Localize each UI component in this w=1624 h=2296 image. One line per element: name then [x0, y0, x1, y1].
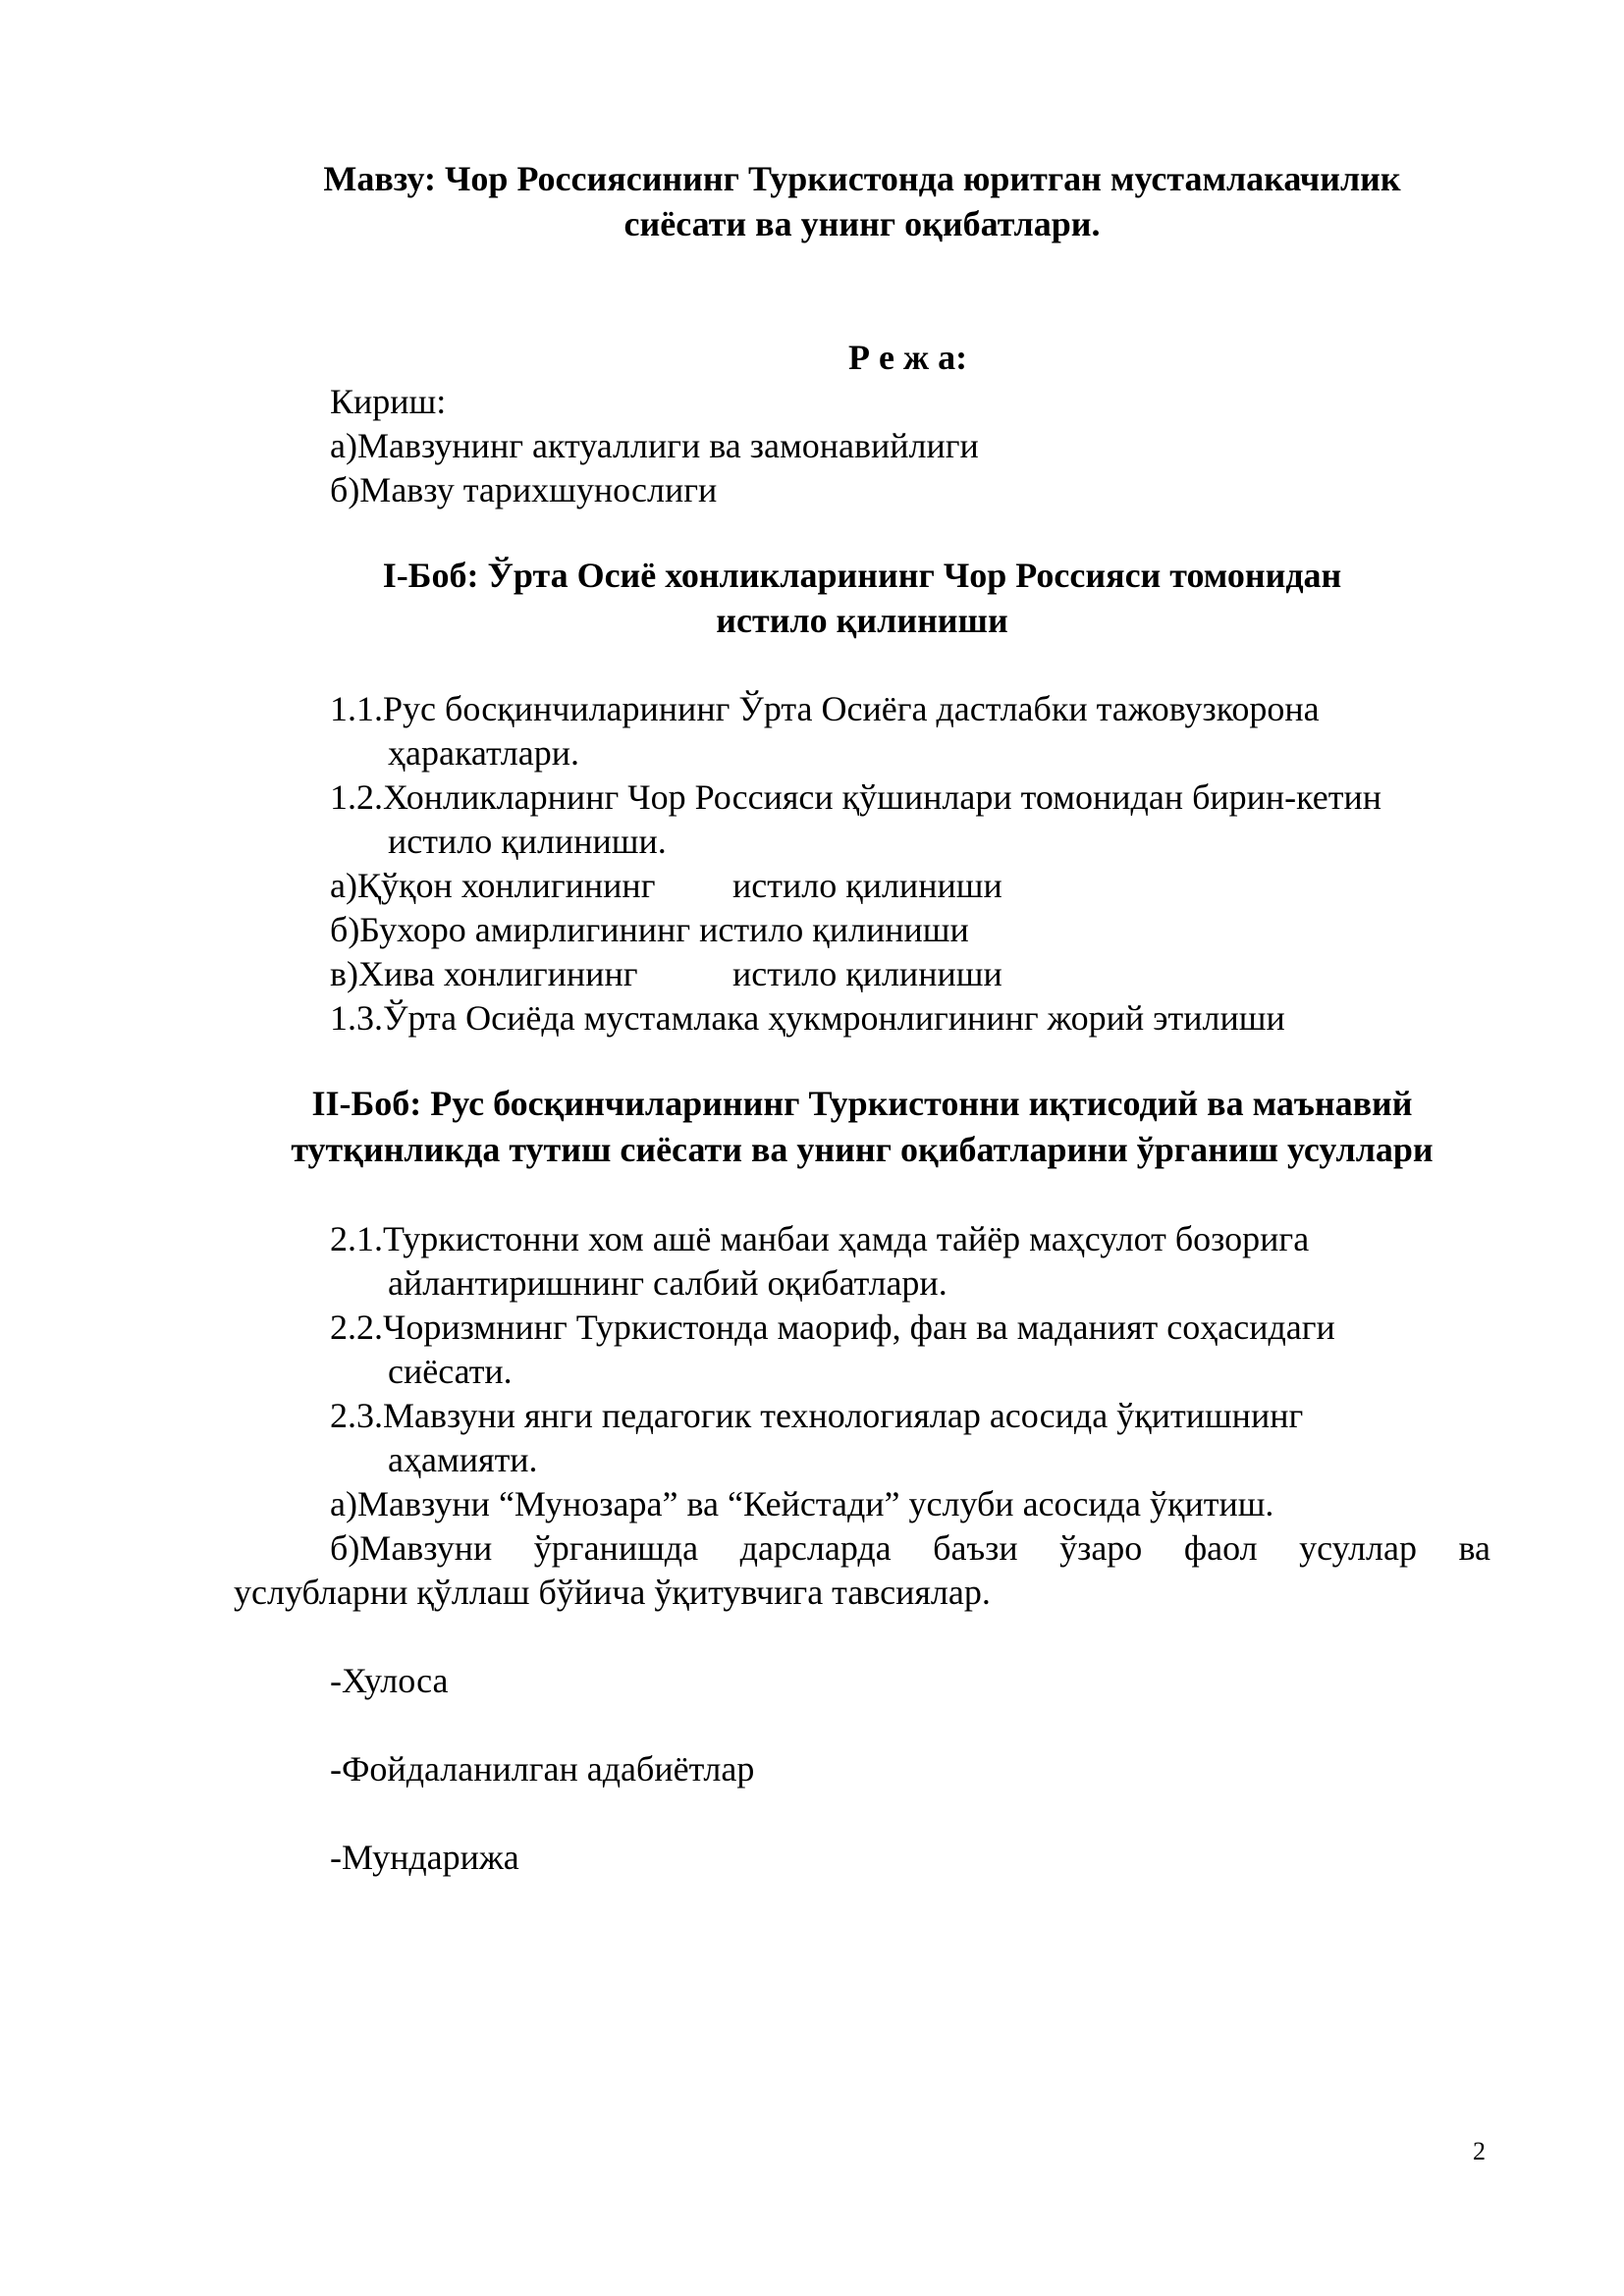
chapter-1-item-a: а)Қўқон хонлигининг	[330, 866, 656, 905]
chapter-2-item-2-3: 2.3.Мавзуни янги педагогик технологиялар асосида ўқитишнинг	[330, 1396, 1304, 1435]
chapter-1-item-1-1-cont: ҳаракатлари.	[388, 733, 579, 773]
chapter-1-item-1-3: 1.3.Ўрта Осиёда мустамлака ҳукмронлигининг жорий этилиши	[330, 998, 1285, 1038]
title-line-2: сиёсати ва унинг оқибатлари.	[623, 204, 1101, 243]
chapter-1-item-v: в)Хива хонлигининг	[330, 954, 638, 993]
chapter-1-item-b: б)Бухоро амирлигининг истило қилиниши	[330, 910, 969, 949]
intro-item-b: б)Мавзу тарихшунослиги	[330, 470, 718, 509]
chapter-2-item-b-cont: услубларни қўллаш бўйича ўқитувчига тавсиялар.	[234, 1573, 991, 1612]
chapter-1-item-a-suffix: истило қилиниши	[732, 866, 1002, 905]
chapter-2-item-2-3-cont: аҳамияти.	[388, 1440, 538, 1479]
chapter-2-item-2-2-cont: сиёсати.	[388, 1352, 513, 1391]
plan-heading: Р е ж а:	[848, 338, 968, 377]
chapter-1-item-v-suffix: истило қилиниши	[732, 954, 1002, 993]
closing-conclusion: -Хулоса	[330, 1661, 449, 1700]
chapter-2-item-2-2: 2.2.Чоризмнинг Туркистонда маориф, фан ва маданият соҳасидаги	[330, 1308, 1335, 1347]
intro-label: Кириш:	[330, 382, 447, 421]
chapter-2-item-b: б)Мавзуни ўрганишда дарсларда баъзи ўзаро фаол усуллар ва	[330, 1528, 1490, 1568]
title-line-1: Мавзу: Чор Россиясининг Туркистонда юритган мустамлакачилик	[323, 159, 1401, 198]
chapter-1-heading-line-2: истило қилиниши	[716, 601, 1008, 640]
chapter-2-item-a: а)Мавзуни “Мунозара” ва “Кейстади” услуби асосида ўқитиш.	[330, 1484, 1274, 1523]
chapter-2-heading-line-2: тутқинликда тутиш сиёсати ва унинг оқибатларини ўрганиш усуллари	[291, 1130, 1434, 1169]
chapter-1-item-1-2: 1.2.Хонликларнинг Чор Россияси қўшинлари томонидан бирин-кетин	[330, 777, 1381, 817]
intro-item-a: а)Мавзунинг актуаллиги ва замонавийлиги	[330, 426, 979, 465]
chapter-1-item-1-2-cont: истило қилиниши.	[388, 822, 667, 861]
chapter-2-item-2-1: 2.1.Туркистонни хом ашё манбаи ҳамда тайёр маҳсулот бозорига	[330, 1219, 1310, 1258]
chapter-1-heading-line-1: I-Боб: Ўрта Осиё хонликларининг Чор Россияси томонидан	[382, 556, 1342, 595]
closing-contents: -Мундарижа	[330, 1838, 519, 1877]
chapter-2-item-2-1-cont: айлантиришнинг салбий оқибатлари.	[388, 1263, 947, 1303]
page-number: 2	[1473, 2137, 1486, 2165]
chapter-1-item-1-1: 1.1.Рус босқинчиларининг Ўрта Осиёга дастлабки тажовузкорона	[330, 689, 1320, 728]
chapter-2-heading-line-1: II-Боб: Рус босқинчиларининг Туркистонни иқтисодий ва маънавий	[311, 1084, 1413, 1123]
closing-references: -Фойдаланилган адабиётлар	[330, 1749, 755, 1789]
